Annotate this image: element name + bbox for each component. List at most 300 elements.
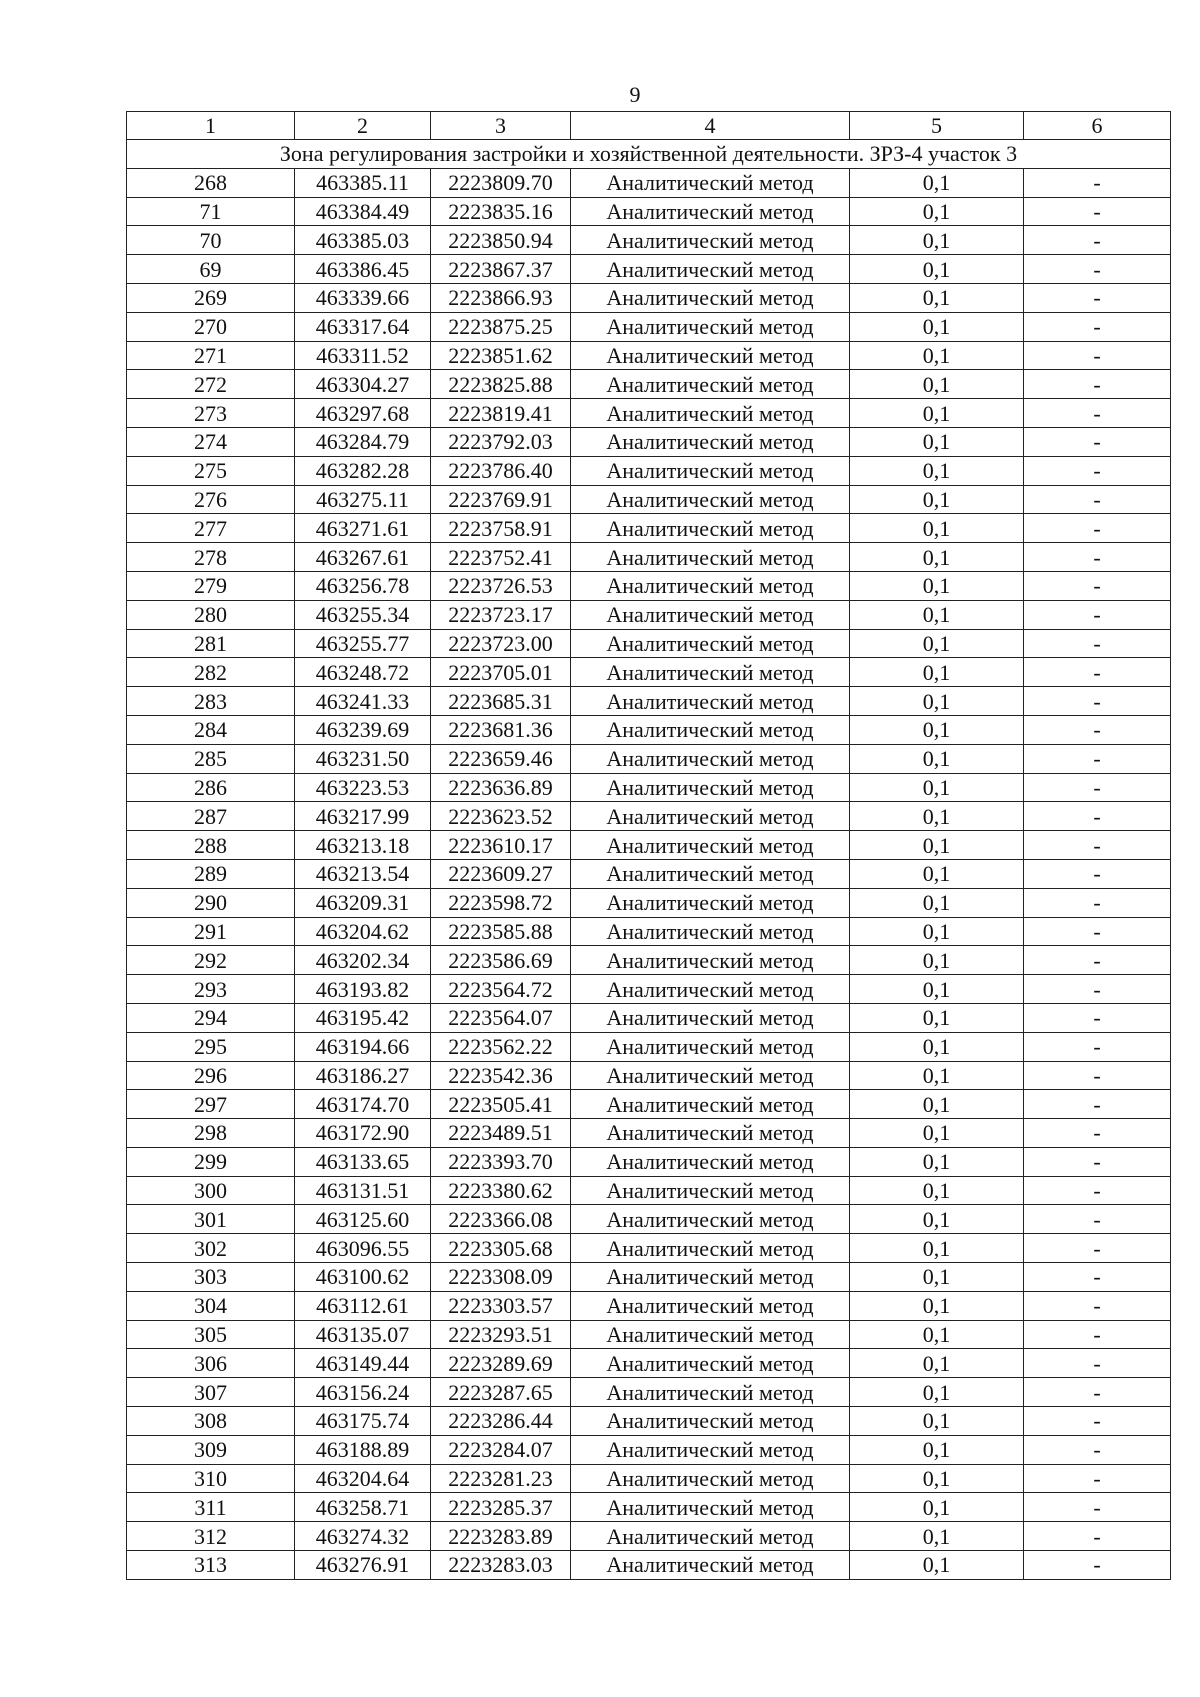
- note-cell: -: [1024, 917, 1171, 946]
- method-cell: Аналитический метод: [571, 1378, 850, 1407]
- y-coordinate-cell: 2223380.62: [431, 1176, 571, 1205]
- note-cell: -: [1024, 715, 1171, 744]
- table-row: [127, 1147, 1171, 1176]
- y-coordinate-cell: 2223286.44: [431, 1407, 571, 1436]
- method-cell: Аналитический метод: [571, 1263, 850, 1292]
- x-coordinate-cell: 463256.78: [295, 571, 431, 600]
- table-row: [127, 859, 1171, 888]
- accuracy-cell: 0,1: [850, 1493, 1024, 1522]
- y-coordinate-cell: 2223867.37: [431, 255, 571, 284]
- method-cell: Аналитический метод: [571, 888, 850, 917]
- y-coordinate-cell: 2223564.72: [431, 975, 571, 1004]
- accuracy-cell: 0,1: [850, 1205, 1024, 1234]
- y-coordinate-cell: 2223393.70: [431, 1147, 571, 1176]
- x-coordinate-cell: 463284.79: [295, 427, 431, 456]
- method-cell: Аналитический метод: [571, 1061, 850, 1090]
- point-number-cell: 280: [127, 600, 295, 629]
- accuracy-cell: 0,1: [850, 456, 1024, 485]
- accuracy-cell: 0,1: [850, 226, 1024, 255]
- table-row: [127, 1349, 1171, 1378]
- table-row: [127, 543, 1171, 572]
- table-row: [127, 427, 1171, 456]
- y-coordinate-cell: 2223609.27: [431, 859, 571, 888]
- note-cell: -: [1024, 283, 1171, 312]
- x-coordinate-cell: 463193.82: [295, 975, 431, 1004]
- method-cell: Аналитический метод: [571, 1147, 850, 1176]
- column-header-3: 3: [431, 112, 571, 140]
- accuracy-cell: 0,1: [850, 888, 1024, 917]
- accuracy-cell: 0,1: [850, 1291, 1024, 1320]
- method-cell: Аналитический метод: [571, 399, 850, 428]
- accuracy-cell: 0,1: [850, 543, 1024, 572]
- point-number-cell: 283: [127, 687, 295, 716]
- accuracy-cell: 0,1: [850, 1320, 1024, 1349]
- y-coordinate-cell: 2223284.07: [431, 1435, 571, 1464]
- method-cell: Аналитический метод: [571, 629, 850, 658]
- table-body: [127, 140, 1171, 1580]
- y-coordinate-cell: 2223287.65: [431, 1378, 571, 1407]
- table-row: [127, 226, 1171, 255]
- x-coordinate-cell: 463194.66: [295, 1032, 431, 1061]
- table-row: [127, 1464, 1171, 1493]
- note-cell: -: [1024, 197, 1171, 226]
- y-coordinate-cell: 2223705.01: [431, 658, 571, 687]
- y-coordinate-cell: 2223819.41: [431, 399, 571, 428]
- point-number-cell: 69: [127, 255, 295, 284]
- x-coordinate-cell: 463204.62: [295, 917, 431, 946]
- point-number-cell: 273: [127, 399, 295, 428]
- point-number-cell: 295: [127, 1032, 295, 1061]
- point-number-cell: 278: [127, 543, 295, 572]
- accuracy-cell: 0,1: [850, 571, 1024, 600]
- x-coordinate-cell: 463188.89: [295, 1435, 431, 1464]
- method-cell: Аналитический метод: [571, 658, 850, 687]
- method-cell: Аналитический метод: [571, 1234, 850, 1263]
- accuracy-cell: 0,1: [850, 917, 1024, 946]
- method-cell: Аналитический метод: [571, 283, 850, 312]
- x-coordinate-cell: 463255.77: [295, 629, 431, 658]
- accuracy-cell: 0,1: [850, 1090, 1024, 1119]
- point-number-cell: 284: [127, 715, 295, 744]
- method-cell: Аналитический метод: [571, 975, 850, 1004]
- table-row: [127, 1234, 1171, 1263]
- coordinates-table: [126, 111, 1171, 1580]
- point-number-cell: 288: [127, 831, 295, 860]
- method-cell: Аналитический метод: [571, 1435, 850, 1464]
- accuracy-cell: 0,1: [850, 744, 1024, 773]
- y-coordinate-cell: 2223281.23: [431, 1464, 571, 1493]
- note-cell: -: [1024, 802, 1171, 831]
- y-coordinate-cell: 2223308.09: [431, 1263, 571, 1292]
- note-cell: -: [1024, 1378, 1171, 1407]
- column-header-5: 5: [850, 112, 1024, 140]
- table-row: [127, 1003, 1171, 1032]
- table-row: [127, 485, 1171, 514]
- point-number-cell: 281: [127, 629, 295, 658]
- y-coordinate-cell: 2223659.46: [431, 744, 571, 773]
- point-number-cell: 296: [127, 1061, 295, 1090]
- table-row: [127, 1407, 1171, 1436]
- table-row: [127, 802, 1171, 831]
- note-cell: -: [1024, 1551, 1171, 1580]
- method-cell: Аналитический метод: [571, 1291, 850, 1320]
- y-coordinate-cell: 2223285.37: [431, 1493, 571, 1522]
- table-row: [127, 1205, 1171, 1234]
- note-cell: -: [1024, 1147, 1171, 1176]
- x-coordinate-cell: 463271.61: [295, 514, 431, 543]
- table-row: [127, 370, 1171, 399]
- table-row: [127, 514, 1171, 543]
- x-coordinate-cell: 463186.27: [295, 1061, 431, 1090]
- accuracy-cell: 0,1: [850, 773, 1024, 802]
- x-coordinate-cell: 463209.31: [295, 888, 431, 917]
- table-row: [127, 1435, 1171, 1464]
- table-row: [127, 197, 1171, 226]
- method-cell: Аналитический метод: [571, 370, 850, 399]
- x-coordinate-cell: 463135.07: [295, 1320, 431, 1349]
- point-number-cell: 285: [127, 744, 295, 773]
- note-cell: -: [1024, 946, 1171, 975]
- x-coordinate-cell: 463172.90: [295, 1119, 431, 1148]
- y-coordinate-cell: 2223866.93: [431, 283, 571, 312]
- x-coordinate-cell: 463133.65: [295, 1147, 431, 1176]
- method-cell: Аналитический метод: [571, 831, 850, 860]
- note-cell: -: [1024, 1464, 1171, 1493]
- accuracy-cell: 0,1: [850, 1119, 1024, 1148]
- method-cell: Аналитический метод: [571, 744, 850, 773]
- method-cell: Аналитический метод: [571, 543, 850, 572]
- accuracy-cell: 0,1: [850, 975, 1024, 1004]
- note-cell: -: [1024, 312, 1171, 341]
- point-number-cell: 292: [127, 946, 295, 975]
- method-cell: Аналитический метод: [571, 946, 850, 975]
- method-cell: Аналитический метод: [571, 1349, 850, 1378]
- accuracy-cell: 0,1: [850, 370, 1024, 399]
- point-number-cell: 311: [127, 1493, 295, 1522]
- method-cell: Аналитический метод: [571, 571, 850, 600]
- accuracy-cell: 0,1: [850, 197, 1024, 226]
- note-cell: -: [1024, 485, 1171, 514]
- point-number-cell: 303: [127, 1263, 295, 1292]
- method-cell: Аналитический метод: [571, 427, 850, 456]
- point-number-cell: 290: [127, 888, 295, 917]
- method-cell: Аналитический метод: [571, 341, 850, 370]
- note-cell: -: [1024, 600, 1171, 629]
- method-cell: Аналитический метод: [571, 197, 850, 226]
- method-cell: Аналитический метод: [571, 226, 850, 255]
- column-header-1: 1: [127, 112, 295, 140]
- method-cell: Аналитический метод: [571, 715, 850, 744]
- y-coordinate-cell: 2223289.69: [431, 1349, 571, 1378]
- accuracy-cell: 0,1: [850, 283, 1024, 312]
- accuracy-cell: 0,1: [850, 1032, 1024, 1061]
- accuracy-cell: 0,1: [850, 831, 1024, 860]
- method-cell: Аналитический метод: [571, 1032, 850, 1061]
- accuracy-cell: 0,1: [850, 1147, 1024, 1176]
- y-coordinate-cell: 2223283.89: [431, 1522, 571, 1551]
- x-coordinate-cell: 463275.11: [295, 485, 431, 514]
- page-number: 9: [629, 82, 641, 107]
- x-coordinate-cell: 463248.72: [295, 658, 431, 687]
- point-number-cell: 301: [127, 1205, 295, 1234]
- method-cell: Аналитический метод: [571, 600, 850, 629]
- method-cell: Аналитический метод: [571, 485, 850, 514]
- method-cell: Аналитический метод: [571, 1464, 850, 1493]
- point-number-cell: 282: [127, 658, 295, 687]
- x-coordinate-cell: 463202.34: [295, 946, 431, 975]
- method-cell: Аналитический метод: [571, 859, 850, 888]
- accuracy-cell: 0,1: [850, 485, 1024, 514]
- x-coordinate-cell: 463241.33: [295, 687, 431, 716]
- point-number-cell: 270: [127, 312, 295, 341]
- method-cell: Аналитический метод: [571, 1205, 850, 1234]
- point-number-cell: 300: [127, 1176, 295, 1205]
- table-row: [127, 1291, 1171, 1320]
- y-coordinate-cell: 2223809.70: [431, 168, 571, 197]
- note-cell: -: [1024, 226, 1171, 255]
- method-cell: Аналитический метод: [571, 1090, 850, 1119]
- table-row: [127, 744, 1171, 773]
- note-cell: -: [1024, 1291, 1171, 1320]
- note-cell: -: [1024, 687, 1171, 716]
- point-number-cell: 272: [127, 370, 295, 399]
- accuracy-cell: 0,1: [850, 802, 1024, 831]
- x-coordinate-cell: 463258.71: [295, 1493, 431, 1522]
- x-coordinate-cell: 463276.91: [295, 1551, 431, 1580]
- note-cell: -: [1024, 1032, 1171, 1061]
- y-coordinate-cell: 2223723.00: [431, 629, 571, 658]
- table-row: [127, 168, 1171, 197]
- method-cell: Аналитический метод: [571, 1493, 850, 1522]
- accuracy-cell: 0,1: [850, 859, 1024, 888]
- table-row: [127, 1522, 1171, 1551]
- x-coordinate-cell: 463385.11: [295, 168, 431, 197]
- table-row: [127, 399, 1171, 428]
- x-coordinate-cell: 463274.32: [295, 1522, 431, 1551]
- point-number-cell: 291: [127, 917, 295, 946]
- point-number-cell: 276: [127, 485, 295, 514]
- point-number-cell: 310: [127, 1464, 295, 1493]
- zone-title: Зона регулирования застройки и хозяйственной деятельности. ЗРЗ-4 участок 3: [127, 140, 1171, 169]
- y-coordinate-cell: 2223305.68: [431, 1234, 571, 1263]
- note-cell: -: [1024, 1234, 1171, 1263]
- x-coordinate-cell: 463239.69: [295, 715, 431, 744]
- x-coordinate-cell: 463231.50: [295, 744, 431, 773]
- note-cell: -: [1024, 1522, 1171, 1551]
- table-row: [127, 629, 1171, 658]
- point-number-cell: 306: [127, 1349, 295, 1378]
- x-coordinate-cell: 463096.55: [295, 1234, 431, 1263]
- accuracy-cell: 0,1: [850, 687, 1024, 716]
- note-cell: -: [1024, 1320, 1171, 1349]
- x-coordinate-cell: 463385.03: [295, 226, 431, 255]
- x-coordinate-cell: 463204.64: [295, 1464, 431, 1493]
- x-coordinate-cell: 463267.61: [295, 543, 431, 572]
- x-coordinate-cell: 463195.42: [295, 1003, 431, 1032]
- zone-title-row: [127, 140, 1171, 169]
- note-cell: -: [1024, 744, 1171, 773]
- method-cell: Аналитический метод: [571, 773, 850, 802]
- note-cell: -: [1024, 1349, 1171, 1378]
- method-cell: Аналитический метод: [571, 456, 850, 485]
- point-number-cell: 71: [127, 197, 295, 226]
- y-coordinate-cell: 2223586.69: [431, 946, 571, 975]
- accuracy-cell: 0,1: [850, 168, 1024, 197]
- point-number-cell: 286: [127, 773, 295, 802]
- note-cell: -: [1024, 629, 1171, 658]
- table-row: [127, 1176, 1171, 1205]
- point-number-cell: 298: [127, 1119, 295, 1148]
- note-cell: -: [1024, 543, 1171, 572]
- x-coordinate-cell: 463386.45: [295, 255, 431, 284]
- note-cell: -: [1024, 888, 1171, 917]
- accuracy-cell: 0,1: [850, 600, 1024, 629]
- table-row: [127, 1090, 1171, 1119]
- method-cell: Аналитический метод: [571, 687, 850, 716]
- x-coordinate-cell: 463112.61: [295, 1291, 431, 1320]
- x-coordinate-cell: 463156.24: [295, 1378, 431, 1407]
- point-number-cell: 302: [127, 1234, 295, 1263]
- x-coordinate-cell: 463297.68: [295, 399, 431, 428]
- table-row: [127, 687, 1171, 716]
- y-coordinate-cell: 2223562.22: [431, 1032, 571, 1061]
- accuracy-cell: 0,1: [850, 658, 1024, 687]
- table-row: [127, 975, 1171, 1004]
- accuracy-cell: 0,1: [850, 1263, 1024, 1292]
- x-coordinate-cell: 463304.27: [295, 370, 431, 399]
- note-cell: -: [1024, 859, 1171, 888]
- y-coordinate-cell: 2223825.88: [431, 370, 571, 399]
- y-coordinate-cell: 2223752.41: [431, 543, 571, 572]
- accuracy-cell: 0,1: [850, 1551, 1024, 1580]
- y-coordinate-cell: 2223792.03: [431, 427, 571, 456]
- x-coordinate-cell: 463282.28: [295, 456, 431, 485]
- x-coordinate-cell: 463311.52: [295, 341, 431, 370]
- y-coordinate-cell: 2223681.36: [431, 715, 571, 744]
- note-cell: -: [1024, 399, 1171, 428]
- accuracy-cell: 0,1: [850, 1061, 1024, 1090]
- y-coordinate-cell: 2223564.07: [431, 1003, 571, 1032]
- method-cell: Аналитический метод: [571, 312, 850, 341]
- x-coordinate-cell: 463125.60: [295, 1205, 431, 1234]
- accuracy-cell: 0,1: [850, 1522, 1024, 1551]
- x-coordinate-cell: 463175.74: [295, 1407, 431, 1436]
- table-row: [127, 283, 1171, 312]
- table-row: [127, 1263, 1171, 1292]
- point-number-cell: 304: [127, 1291, 295, 1320]
- point-number-cell: 308: [127, 1407, 295, 1436]
- note-cell: -: [1024, 1119, 1171, 1148]
- note-cell: -: [1024, 1003, 1171, 1032]
- note-cell: -: [1024, 370, 1171, 399]
- accuracy-cell: 0,1: [850, 255, 1024, 284]
- table-row: [127, 1551, 1171, 1580]
- point-number-cell: 268: [127, 168, 295, 197]
- table-row: [127, 456, 1171, 485]
- accuracy-cell: 0,1: [850, 427, 1024, 456]
- x-coordinate-cell: 463131.51: [295, 1176, 431, 1205]
- y-coordinate-cell: 2223723.17: [431, 600, 571, 629]
- table-row: [127, 1032, 1171, 1061]
- y-coordinate-cell: 2223585.88: [431, 917, 571, 946]
- note-cell: -: [1024, 1090, 1171, 1119]
- x-coordinate-cell: 463149.44: [295, 1349, 431, 1378]
- note-cell: -: [1024, 1263, 1171, 1292]
- table-row: [127, 658, 1171, 687]
- y-coordinate-cell: 2223303.57: [431, 1291, 571, 1320]
- accuracy-cell: 0,1: [850, 715, 1024, 744]
- table-row: [127, 312, 1171, 341]
- table-row: [127, 1378, 1171, 1407]
- point-number-cell: 307: [127, 1378, 295, 1407]
- y-coordinate-cell: 2223598.72: [431, 888, 571, 917]
- table-row: [127, 917, 1171, 946]
- note-cell: -: [1024, 773, 1171, 802]
- y-coordinate-cell: 2223758.91: [431, 514, 571, 543]
- y-coordinate-cell: 2223636.89: [431, 773, 571, 802]
- y-coordinate-cell: 2223542.36: [431, 1061, 571, 1090]
- table-row: [127, 1119, 1171, 1148]
- column-header-6: 6: [1024, 112, 1171, 140]
- point-number-cell: 279: [127, 571, 295, 600]
- table-row: [127, 341, 1171, 370]
- method-cell: Аналитический метод: [571, 514, 850, 543]
- method-cell: Аналитический метод: [571, 1176, 850, 1205]
- x-coordinate-cell: 463255.34: [295, 600, 431, 629]
- point-number-cell: 293: [127, 975, 295, 1004]
- note-cell: -: [1024, 975, 1171, 1004]
- method-cell: Аналитический метод: [571, 917, 850, 946]
- point-number-cell: 299: [127, 1147, 295, 1176]
- accuracy-cell: 0,1: [850, 514, 1024, 543]
- method-cell: Аналитический метод: [571, 1320, 850, 1349]
- accuracy-cell: 0,1: [850, 1407, 1024, 1436]
- y-coordinate-cell: 2223623.52: [431, 802, 571, 831]
- column-header-2: 2: [295, 112, 431, 140]
- accuracy-cell: 0,1: [850, 1003, 1024, 1032]
- y-coordinate-cell: 2223489.51: [431, 1119, 571, 1148]
- note-cell: -: [1024, 255, 1171, 284]
- method-cell: Аналитический метод: [571, 168, 850, 197]
- table-row: [127, 715, 1171, 744]
- accuracy-cell: 0,1: [850, 1176, 1024, 1205]
- point-number-cell: 289: [127, 859, 295, 888]
- point-number-cell: 277: [127, 514, 295, 543]
- point-number-cell: 269: [127, 283, 295, 312]
- note-cell: -: [1024, 514, 1171, 543]
- accuracy-cell: 0,1: [850, 1349, 1024, 1378]
- y-coordinate-cell: 2223505.41: [431, 1090, 571, 1119]
- accuracy-cell: 0,1: [850, 341, 1024, 370]
- note-cell: -: [1024, 1205, 1171, 1234]
- table-row: [127, 1061, 1171, 1090]
- x-coordinate-cell: 463213.54: [295, 859, 431, 888]
- table-row: [127, 600, 1171, 629]
- note-cell: -: [1024, 341, 1171, 370]
- table-row: [127, 831, 1171, 860]
- y-coordinate-cell: 2223850.94: [431, 226, 571, 255]
- table-row: [127, 1320, 1171, 1349]
- note-cell: -: [1024, 1493, 1171, 1522]
- point-number-cell: 312: [127, 1522, 295, 1551]
- method-cell: Аналитический метод: [571, 1522, 850, 1551]
- x-coordinate-cell: 463217.99: [295, 802, 431, 831]
- point-number-cell: 287: [127, 802, 295, 831]
- accuracy-cell: 0,1: [850, 312, 1024, 341]
- note-cell: -: [1024, 1061, 1171, 1090]
- note-cell: -: [1024, 831, 1171, 860]
- table-row: [127, 773, 1171, 802]
